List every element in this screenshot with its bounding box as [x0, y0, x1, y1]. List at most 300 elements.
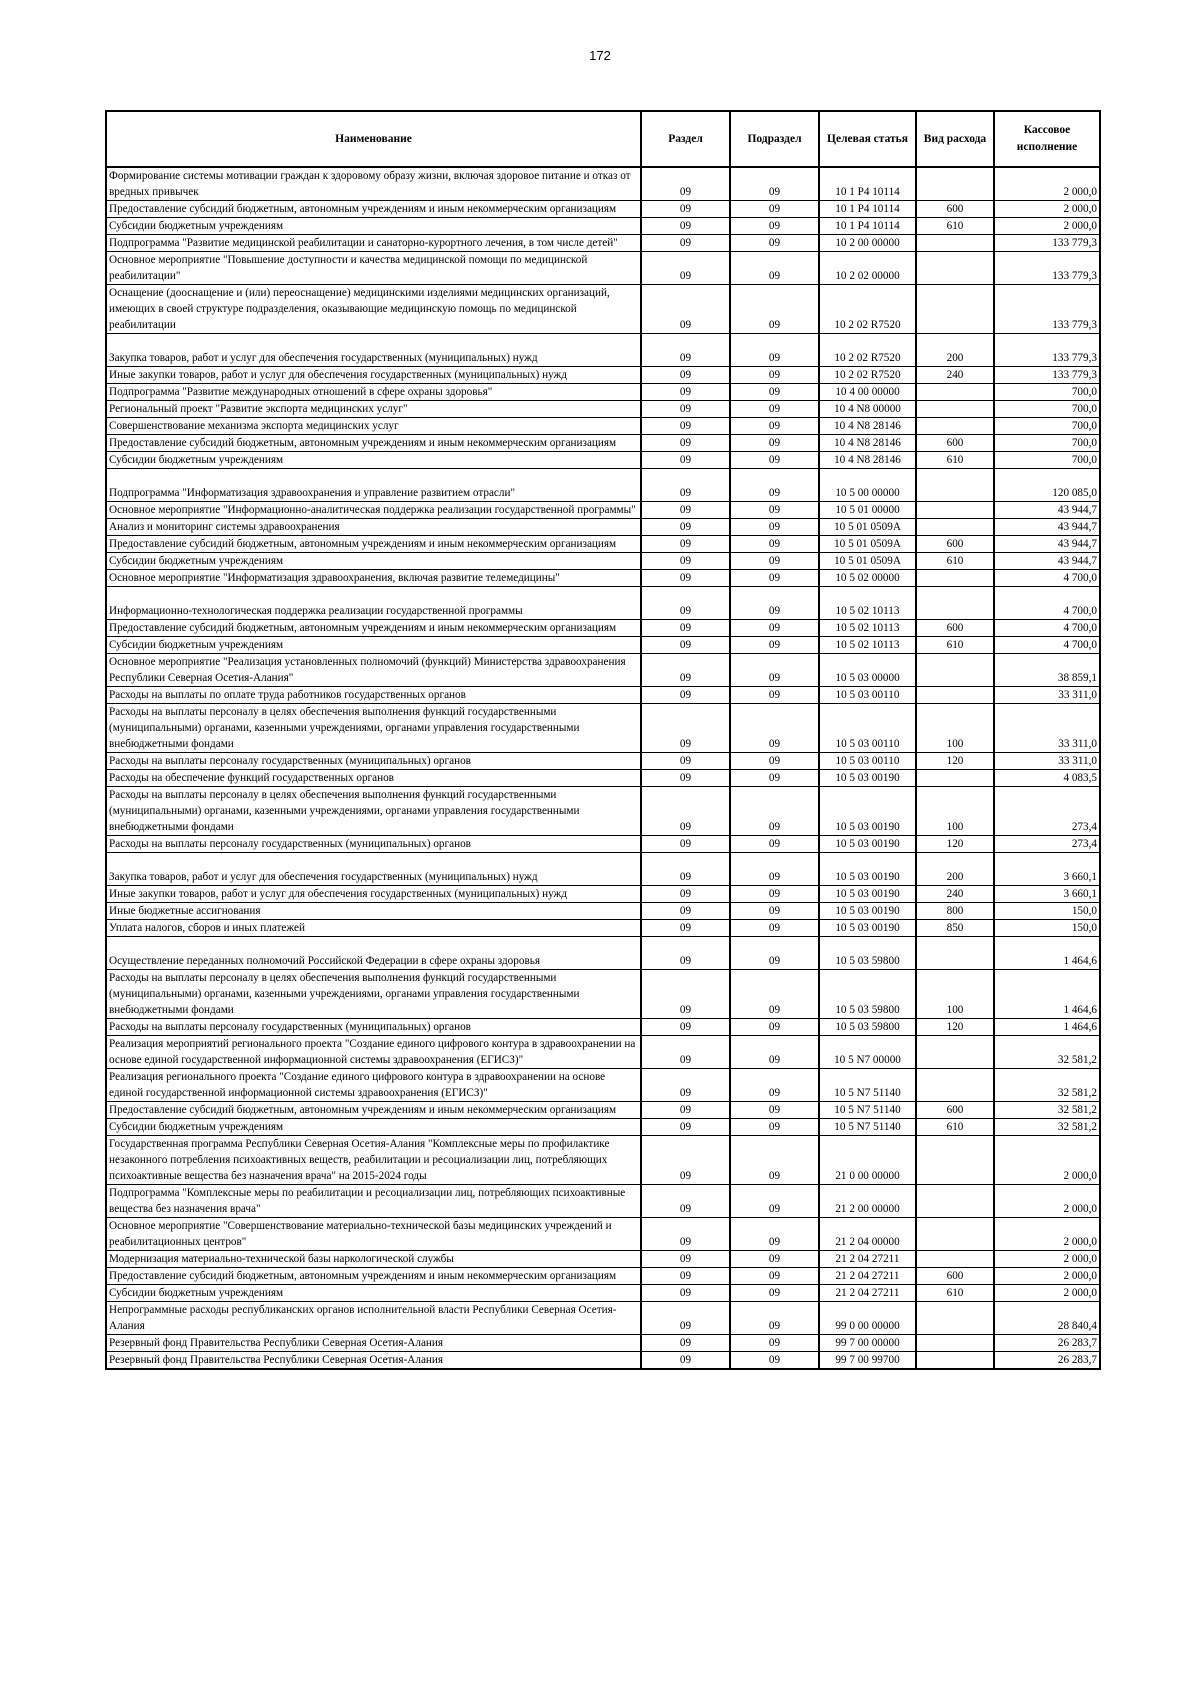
cell-name: Совершенствование механизма экспорта медицинских услуг	[106, 418, 641, 435]
cell-razdel: 09	[641, 469, 730, 502]
cell-razdel: 09	[641, 384, 730, 401]
cell-razdel: 09	[641, 1352, 730, 1370]
cell-vid-raskhoda	[916, 1185, 994, 1218]
cell-vid-raskhoda	[916, 1069, 994, 1102]
table-row	[106, 637, 1100, 654]
cell-name: Подпрограмма "Развитие международных отношений в сфере охраны здоровья"	[106, 384, 641, 401]
cell-razdel: 09	[641, 519, 730, 536]
cell-podrazdel: 09	[730, 218, 819, 235]
table-row	[106, 502, 1100, 519]
cell-vid-raskhoda	[916, 235, 994, 252]
cell-razdel: 09	[641, 1136, 730, 1185]
cell-razdel: 09	[641, 252, 730, 285]
cell-podrazdel: 09	[730, 1218, 819, 1251]
cell-kassovoe-ispolnenie: 2 000,0	[994, 1268, 1100, 1285]
table-row	[106, 1119, 1100, 1136]
cell-vid-raskhoda	[916, 252, 994, 285]
cell-podrazdel: 09	[730, 1069, 819, 1102]
cell-celevaya-statya: 99 7 00 99700	[819, 1352, 916, 1370]
cell-kassovoe-ispolnenie: 33 311,0	[994, 753, 1100, 770]
cell-celevaya-statya: 10 5 01 0509A	[819, 553, 916, 570]
cell-razdel: 09	[641, 502, 730, 519]
cell-celevaya-statya: 10 5 03 00110	[819, 704, 916, 753]
table-row	[106, 836, 1100, 853]
cell-kassovoe-ispolnenie: 120 085,0	[994, 469, 1100, 502]
cell-name: Непрограммные расходы республиканских органов исполнительной власти Республики Северная Осетия-Алания	[106, 1302, 641, 1335]
table-row	[106, 367, 1100, 384]
cell-razdel: 09	[641, 1251, 730, 1268]
cell-name: Субсидии бюджетным учреждениям	[106, 637, 641, 654]
cell-name: Иные закупки товаров, работ и услуг для обеспечения государственных (муниципальных) нужд	[106, 886, 641, 903]
header-kassovoe-ispolnenie: Кассовое исполнение	[994, 111, 1100, 167]
table-row	[106, 334, 1100, 367]
cell-kassovoe-ispolnenie: 700,0	[994, 401, 1100, 418]
table-row	[106, 519, 1100, 536]
cell-podrazdel: 09	[730, 235, 819, 252]
table-row	[106, 1285, 1100, 1302]
table-row	[106, 886, 1100, 903]
header-name: Наименование	[106, 111, 641, 167]
cell-razdel: 09	[641, 401, 730, 418]
cell-razdel: 09	[641, 1218, 730, 1251]
cell-kassovoe-ispolnenie: 273,4	[994, 836, 1100, 853]
cell-kassovoe-ispolnenie: 133 779,3	[994, 285, 1100, 334]
table-row	[106, 787, 1100, 836]
cell-podrazdel: 09	[730, 502, 819, 519]
cell-razdel: 09	[641, 367, 730, 384]
cell-kassovoe-ispolnenie: 32 581,2	[994, 1119, 1100, 1136]
table-row	[106, 620, 1100, 637]
cell-podrazdel: 09	[730, 1285, 819, 1302]
cell-podrazdel: 09	[730, 654, 819, 687]
table-header	[106, 111, 1100, 167]
cell-name: Модернизация материально-технической базы наркологической службы	[106, 1251, 641, 1268]
cell-razdel: 09	[641, 1335, 730, 1352]
cell-name: Реализация регионального проекта "Создание единого цифрового контура в здравоохранении на основе единой государственной информационной системы здравоохранения (ЕГИСЗ)"	[106, 1069, 641, 1102]
cell-podrazdel: 09	[730, 886, 819, 903]
cell-razdel: 09	[641, 637, 730, 654]
cell-name: Закупка товаров, работ и услуг для обеспечения государственных (муниципальных) нужд	[106, 334, 641, 367]
cell-name: Предоставление субсидий бюджетным, автономным учреждениям и иным некоммерческим организациям	[106, 1102, 641, 1119]
table-row	[106, 970, 1100, 1019]
cell-vid-raskhoda: 120	[916, 836, 994, 853]
cell-celevaya-statya: 99 7 00 00000	[819, 1335, 916, 1352]
header-celevaya-statya: Целевая статья	[819, 111, 916, 167]
cell-kassovoe-ispolnenie: 133 779,3	[994, 235, 1100, 252]
header-podrazdel: Подраздел	[730, 111, 819, 167]
table-row	[106, 1352, 1100, 1370]
cell-podrazdel: 09	[730, 384, 819, 401]
table-row	[106, 1136, 1100, 1185]
cell-celevaya-statya: 21 0 00 00000	[819, 1136, 916, 1185]
cell-podrazdel: 09	[730, 367, 819, 384]
table-row	[106, 1185, 1100, 1218]
cell-celevaya-statya: 10 2 02 R7520	[819, 334, 916, 367]
cell-podrazdel: 09	[730, 252, 819, 285]
cell-vid-raskhoda	[916, 384, 994, 401]
cell-vid-raskhoda	[916, 570, 994, 587]
cell-name: Расходы на выплаты персоналу государственных (муниципальных) органов	[106, 1019, 641, 1036]
cell-podrazdel: 09	[730, 587, 819, 620]
cell-podrazdel: 09	[730, 970, 819, 1019]
cell-vid-raskhoda	[916, 1352, 994, 1370]
cell-name: Региональный проект "Развитие экспорта медицинских услуг"	[106, 401, 641, 418]
cell-celevaya-statya: 21 2 04 27211	[819, 1251, 916, 1268]
cell-razdel: 09	[641, 1019, 730, 1036]
cell-celevaya-statya: 10 5 01 0509A	[819, 536, 916, 553]
cell-razdel: 09	[641, 1185, 730, 1218]
cell-kassovoe-ispolnenie: 2 000,0	[994, 201, 1100, 218]
cell-razdel: 09	[641, 620, 730, 637]
cell-razdel: 09	[641, 587, 730, 620]
cell-kassovoe-ispolnenie: 43 944,7	[994, 553, 1100, 570]
cell-vid-raskhoda	[916, 401, 994, 418]
cell-podrazdel: 09	[730, 435, 819, 452]
cell-name: Расходы на выплаты персоналу государственных (муниципальных) органов	[106, 836, 641, 853]
cell-vid-raskhoda: 600	[916, 1268, 994, 1285]
cell-vid-raskhoda: 610	[916, 637, 994, 654]
cell-kassovoe-ispolnenie: 1 464,6	[994, 937, 1100, 970]
table-row	[106, 1036, 1100, 1069]
cell-razdel: 09	[641, 753, 730, 770]
cell-name: Резервный фонд Правительства Республики Северная Осетия-Алания	[106, 1335, 641, 1352]
cell-celevaya-statya: 10 5 N7 51140	[819, 1119, 916, 1136]
cell-celevaya-statya: 10 5 03 00190	[819, 836, 916, 853]
table-row	[106, 1102, 1100, 1119]
cell-podrazdel: 09	[730, 469, 819, 502]
cell-razdel: 09	[641, 1119, 730, 1136]
cell-celevaya-statya: 10 5 03 00190	[819, 853, 916, 886]
cell-celevaya-statya: 10 4 N8 28146	[819, 452, 916, 469]
table-row	[106, 704, 1100, 753]
table-body	[106, 167, 1100, 1369]
cell-name: Подпрограмма "Комплексные меры по реабилитации и ресоциализации лиц, потребляющих психоактивные вещества без назначения врача"	[106, 1185, 641, 1218]
cell-celevaya-statya: 10 5 02 10113	[819, 620, 916, 637]
cell-razdel: 09	[641, 886, 730, 903]
cell-kassovoe-ispolnenie: 26 283,7	[994, 1352, 1100, 1370]
table-row	[106, 770, 1100, 787]
cell-celevaya-statya: 10 5 03 59800	[819, 937, 916, 970]
cell-vid-raskhoda	[916, 167, 994, 201]
cell-kassovoe-ispolnenie: 33 311,0	[994, 687, 1100, 704]
cell-kassovoe-ispolnenie: 700,0	[994, 452, 1100, 469]
cell-vid-raskhoda	[916, 1302, 994, 1335]
cell-kassovoe-ispolnenie: 133 779,3	[994, 252, 1100, 285]
cell-kassovoe-ispolnenie: 3 660,1	[994, 886, 1100, 903]
table-row	[106, 452, 1100, 469]
cell-celevaya-statya: 10 5 02 00000	[819, 570, 916, 587]
cell-kassovoe-ispolnenie: 43 944,7	[994, 519, 1100, 536]
cell-podrazdel: 09	[730, 201, 819, 218]
cell-podrazdel: 09	[730, 903, 819, 920]
cell-name: Анализ и мониторинг системы здравоохранения	[106, 519, 641, 536]
cell-name: Информационно-технологическая поддержка реализации государственной программы	[106, 587, 641, 620]
table-row	[106, 1251, 1100, 1268]
cell-podrazdel: 09	[730, 334, 819, 367]
cell-name: Основное мероприятие "Информационно-аналитическая поддержка реализации государственной программы"	[106, 502, 641, 519]
cell-kassovoe-ispolnenie: 1 464,6	[994, 970, 1100, 1019]
cell-vid-raskhoda	[916, 687, 994, 704]
cell-vid-raskhoda: 120	[916, 1019, 994, 1036]
cell-name: Уплата налогов, сборов и иных платежей	[106, 920, 641, 937]
cell-razdel: 09	[641, 1036, 730, 1069]
cell-podrazdel: 09	[730, 167, 819, 201]
cell-kassovoe-ispolnenie: 4 700,0	[994, 587, 1100, 620]
cell-podrazdel: 09	[730, 1102, 819, 1119]
cell-podrazdel: 09	[730, 1268, 819, 1285]
table-row	[106, 218, 1100, 235]
table-row	[106, 1302, 1100, 1335]
cell-razdel: 09	[641, 285, 730, 334]
cell-celevaya-statya: 21 2 04 27211	[819, 1268, 916, 1285]
cell-vid-raskhoda: 200	[916, 334, 994, 367]
cell-razdel: 09	[641, 687, 730, 704]
cell-razdel: 09	[641, 536, 730, 553]
cell-name: Предоставление субсидий бюджетным, автономным учреждениям и иным некоммерческим организациям	[106, 435, 641, 452]
cell-name: Расходы на обеспечение функций государственных органов	[106, 770, 641, 787]
cell-celevaya-statya: 10 5 01 0509A	[819, 519, 916, 536]
cell-kassovoe-ispolnenie: 2 000,0	[994, 218, 1100, 235]
cell-vid-raskhoda: 610	[916, 452, 994, 469]
cell-name: Расходы на выплаты персоналу в целях обеспечения выполнения функций государственными (муниципальными) органами, казенными учреждениями, органами управления государственными внебюджетными фондами	[106, 970, 641, 1019]
cell-celevaya-statya: 10 5 02 10113	[819, 637, 916, 654]
cell-razdel: 09	[641, 853, 730, 886]
table-row	[106, 252, 1100, 285]
cell-name: Основное мероприятие "Информатизация здравоохранения, включая развитие телемедицины"	[106, 570, 641, 587]
cell-name: Осуществление переданных полномочий Российской Федерации в сфере охраны здоровья	[106, 937, 641, 970]
cell-razdel: 09	[641, 1268, 730, 1285]
table-row	[106, 553, 1100, 570]
cell-kassovoe-ispolnenie: 4 700,0	[994, 620, 1100, 637]
cell-name: Расходы на выплаты персоналу в целях обеспечения выполнения функций государственными (муниципальными) органами, казенными учреждениями, органами управления государственными внебюджетными фондами	[106, 787, 641, 836]
cell-razdel: 09	[641, 1102, 730, 1119]
cell-vid-raskhoda	[916, 1218, 994, 1251]
table-row	[106, 1335, 1100, 1352]
cell-vid-raskhoda: 600	[916, 536, 994, 553]
cell-celevaya-statya: 10 5 03 00190	[819, 770, 916, 787]
cell-name: Расходы на выплаты по оплате труда работников государственных органов	[106, 687, 641, 704]
cell-name: Резервный фонд Правительства Республики Северная Осетия-Алания	[106, 1352, 641, 1370]
cell-kassovoe-ispolnenie: 700,0	[994, 435, 1100, 452]
cell-vid-raskhoda: 600	[916, 1102, 994, 1119]
cell-kassovoe-ispolnenie: 33 311,0	[994, 704, 1100, 753]
cell-razdel: 09	[641, 553, 730, 570]
cell-kassovoe-ispolnenie: 28 840,4	[994, 1302, 1100, 1335]
table-row	[106, 570, 1100, 587]
budget-table	[105, 110, 1101, 1370]
cell-razdel: 09	[641, 903, 730, 920]
cell-kassovoe-ispolnenie: 2 000,0	[994, 1251, 1100, 1268]
cell-razdel: 09	[641, 937, 730, 970]
cell-celevaya-statya: 10 5 N7 51140	[819, 1102, 916, 1119]
cell-name: Субсидии бюджетным учреждениям	[106, 452, 641, 469]
cell-razdel: 09	[641, 570, 730, 587]
cell-celevaya-statya: 21 2 00 00000	[819, 1185, 916, 1218]
cell-razdel: 09	[641, 1302, 730, 1335]
cell-vid-raskhoda: 200	[916, 853, 994, 886]
cell-podrazdel: 09	[730, 853, 819, 886]
cell-kassovoe-ispolnenie: 3 660,1	[994, 853, 1100, 886]
cell-kassovoe-ispolnenie: 2 000,0	[994, 1136, 1100, 1185]
cell-celevaya-statya: 10 5 03 00190	[819, 903, 916, 920]
table-row	[106, 1218, 1100, 1251]
cell-razdel: 09	[641, 334, 730, 367]
cell-celevaya-statya: 10 5 N7 00000	[819, 1036, 916, 1069]
cell-podrazdel: 09	[730, 920, 819, 937]
cell-name: Субсидии бюджетным учреждениям	[106, 1119, 641, 1136]
cell-podrazdel: 09	[730, 637, 819, 654]
cell-razdel: 09	[641, 970, 730, 1019]
cell-vid-raskhoda	[916, 1335, 994, 1352]
header-razdel: Раздел	[641, 111, 730, 167]
cell-celevaya-statya: 10 2 02 00000	[819, 252, 916, 285]
table-row	[106, 1069, 1100, 1102]
cell-vid-raskhoda: 610	[916, 553, 994, 570]
cell-podrazdel: 09	[730, 1335, 819, 1352]
cell-razdel: 09	[641, 1285, 730, 1302]
cell-vid-raskhoda	[916, 770, 994, 787]
table-row	[106, 753, 1100, 770]
table-row	[106, 536, 1100, 553]
cell-name: Подпрограмма "Информатизация здравоохранения и управление развитием отрасли"	[106, 469, 641, 502]
cell-vid-raskhoda: 610	[916, 1285, 994, 1302]
cell-kassovoe-ispolnenie: 700,0	[994, 418, 1100, 435]
cell-name: Подпрограмма "Развитие медицинской реабилитации и санаторно-курортного лечения, в том числе детей"	[106, 235, 641, 252]
table-row	[106, 401, 1100, 418]
cell-vid-raskhoda	[916, 654, 994, 687]
cell-razdel: 09	[641, 787, 730, 836]
cell-podrazdel: 09	[730, 687, 819, 704]
cell-vid-raskhoda: 100	[916, 970, 994, 1019]
cell-kassovoe-ispolnenie: 38 859,1	[994, 654, 1100, 687]
cell-vid-raskhoda: 600	[916, 201, 994, 218]
cell-kassovoe-ispolnenie: 32 581,2	[994, 1069, 1100, 1102]
table-row	[106, 937, 1100, 970]
table-row	[106, 469, 1100, 502]
cell-kassovoe-ispolnenie: 32 581,2	[994, 1036, 1100, 1069]
cell-name: Иные бюджетные ассигнования	[106, 903, 641, 920]
cell-name: Субсидии бюджетным учреждениям	[106, 553, 641, 570]
cell-celevaya-statya: 10 4 N8 00000	[819, 401, 916, 418]
cell-vid-raskhoda: 610	[916, 218, 994, 235]
table-row	[106, 853, 1100, 886]
cell-kassovoe-ispolnenie: 2 000,0	[994, 167, 1100, 201]
cell-name: Расходы на выплаты персоналу государственных (муниципальных) органов	[106, 753, 641, 770]
cell-podrazdel: 09	[730, 1352, 819, 1370]
cell-kassovoe-ispolnenie: 133 779,3	[994, 334, 1100, 367]
cell-vid-raskhoda	[916, 502, 994, 519]
cell-kassovoe-ispolnenie: 32 581,2	[994, 1102, 1100, 1119]
cell-podrazdel: 09	[730, 704, 819, 753]
cell-name: Реализация мероприятий регионального проекта "Создание единого цифрового контура в здравоохранении на основе единой государственной информационной системы здравоохранения (ЕГИСЗ)"	[106, 1036, 641, 1069]
cell-vid-raskhoda	[916, 587, 994, 620]
cell-razdel: 09	[641, 218, 730, 235]
header-vid-raskhoda: Вид расхода	[916, 111, 994, 167]
cell-razdel: 09	[641, 201, 730, 218]
cell-podrazdel: 09	[730, 519, 819, 536]
cell-celevaya-statya: 10 2 02 R7520	[819, 285, 916, 334]
cell-name: Иные закупки товаров, работ и услуг для обеспечения государственных (муниципальных) нужд	[106, 367, 641, 384]
cell-kassovoe-ispolnenie: 4 700,0	[994, 637, 1100, 654]
table-row	[106, 418, 1100, 435]
cell-vid-raskhoda	[916, 519, 994, 536]
cell-vid-raskhoda	[916, 1251, 994, 1268]
table-row	[106, 903, 1100, 920]
cell-vid-raskhoda: 850	[916, 920, 994, 937]
cell-celevaya-statya: 10 5 03 00190	[819, 886, 916, 903]
table-row	[106, 235, 1100, 252]
cell-podrazdel: 09	[730, 620, 819, 637]
cell-kassovoe-ispolnenie: 700,0	[994, 384, 1100, 401]
cell-kassovoe-ispolnenie: 4 700,0	[994, 570, 1100, 587]
cell-vid-raskhoda: 240	[916, 367, 994, 384]
cell-vid-raskhoda	[916, 1136, 994, 1185]
cell-name: Основное мероприятие "Повышение доступности и качества медицинской помощи по медицинской реабилитации"	[106, 252, 641, 285]
cell-podrazdel: 09	[730, 1019, 819, 1036]
cell-celevaya-statya: 10 5 02 10113	[819, 587, 916, 620]
cell-kassovoe-ispolnenie: 2 000,0	[994, 1218, 1100, 1251]
cell-name: Субсидии бюджетным учреждениям	[106, 1285, 641, 1302]
table-row	[106, 285, 1100, 334]
cell-vid-raskhoda: 240	[916, 886, 994, 903]
cell-celevaya-statya: 10 5 03 00190	[819, 787, 916, 836]
cell-razdel: 09	[641, 435, 730, 452]
cell-vid-raskhoda	[916, 418, 994, 435]
cell-kassovoe-ispolnenie: 150,0	[994, 903, 1100, 920]
page-number: 172	[589, 48, 611, 63]
cell-podrazdel: 09	[730, 1251, 819, 1268]
table-row	[106, 201, 1100, 218]
cell-name: Предоставление субсидий бюджетным, автономным учреждениям и иным некоммерческим организациям	[106, 201, 641, 218]
cell-name: Закупка товаров, работ и услуг для обеспечения государственных (муниципальных) нужд	[106, 853, 641, 886]
cell-podrazdel: 09	[730, 937, 819, 970]
cell-celevaya-statya: 21 2 04 27211	[819, 1285, 916, 1302]
cell-kassovoe-ispolnenie: 26 283,7	[994, 1335, 1100, 1352]
cell-razdel: 09	[641, 1069, 730, 1102]
cell-podrazdel: 09	[730, 553, 819, 570]
cell-celevaya-statya: 10 5 01 00000	[819, 502, 916, 519]
cell-name: Предоставление субсидий бюджетным, автономным учреждениям и иным некоммерческим организациям	[106, 1268, 641, 1285]
cell-celevaya-statya: 10 4 N8 28146	[819, 418, 916, 435]
table-row	[106, 654, 1100, 687]
cell-podrazdel: 09	[730, 1036, 819, 1069]
cell-vid-raskhoda	[916, 285, 994, 334]
table-row	[106, 167, 1100, 201]
cell-razdel: 09	[641, 167, 730, 201]
cell-podrazdel: 09	[730, 401, 819, 418]
cell-kassovoe-ispolnenie: 2 000,0	[994, 1285, 1100, 1302]
cell-podrazdel: 09	[730, 570, 819, 587]
cell-razdel: 09	[641, 654, 730, 687]
cell-name: Формирование системы мотивации граждан к здоровому образу жизни, включая здоровое питание и отказ от вредных привычек	[106, 167, 641, 201]
cell-celevaya-statya: 10 5 N7 51140	[819, 1069, 916, 1102]
cell-podrazdel: 09	[730, 1119, 819, 1136]
cell-podrazdel: 09	[730, 285, 819, 334]
cell-kassovoe-ispolnenie: 4 083,5	[994, 770, 1100, 787]
cell-podrazdel: 09	[730, 787, 819, 836]
cell-podrazdel: 09	[730, 1185, 819, 1218]
cell-kassovoe-ispolnenie: 150,0	[994, 920, 1100, 937]
cell-vid-raskhoda: 100	[916, 787, 994, 836]
table-row	[106, 920, 1100, 937]
cell-name: Государственная программа Республики Северная Осетия-Алания "Комплексные меры по профилактике незаконного потребления психоактивных веществ, реабилитации и ресоциализации лиц, потребляющих психоактивные вещества без назначения врача" на 2015-2024 годы	[106, 1136, 641, 1185]
cell-podrazdel: 09	[730, 452, 819, 469]
cell-vid-raskhoda	[916, 469, 994, 502]
cell-name: Предоставление субсидий бюджетным, автономным учреждениям и иным некоммерческим организациям	[106, 536, 641, 553]
cell-celevaya-statya: 10 5 03 59800	[819, 970, 916, 1019]
cell-kassovoe-ispolnenie: 1 464,6	[994, 1019, 1100, 1036]
cell-celevaya-statya: 10 1 P4 10114	[819, 218, 916, 235]
